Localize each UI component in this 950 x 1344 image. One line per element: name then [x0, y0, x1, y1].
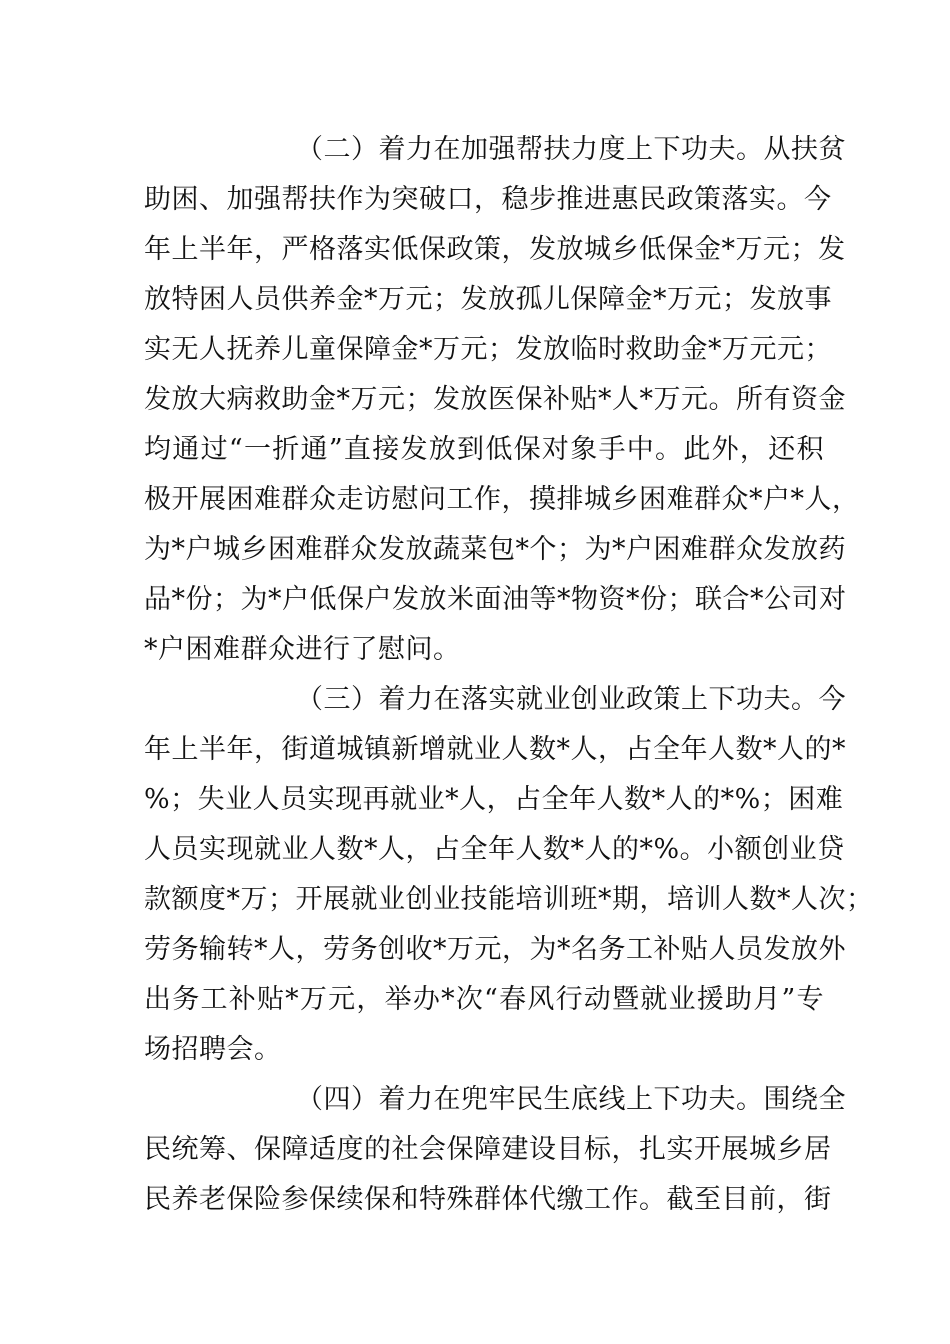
- paragraph-line: 实无人抚养儿童保障金*万元；发放临时救助金*万元元；: [144, 334, 832, 365]
- paragraph-line: 年上半年，严格落实低保政策，发放城乡低保金*万元；发: [144, 234, 846, 265]
- paragraph-line: 发放大病救助金*万元；发放医保补贴*人*万元。所有资金: [144, 384, 846, 415]
- paragraph-line: 为*户城乡困难群众发放蔬菜包*个；为*户困难群众发放药: [144, 534, 846, 565]
- section-3-heading-line: （三）着力在落实就业创业政策上下功夫。今: [296, 684, 846, 715]
- paragraph-line: 年上半年，街道城镇新增就业人数*人，占全年人数*人的*: [144, 734, 846, 765]
- section-4-heading-line: （四）着力在兜牢民生底线上下功夫。围绕全: [296, 1084, 846, 1115]
- paragraph-line: 款额度*万；开展就业创业技能培训班*期，培训人数*人次；: [144, 884, 874, 915]
- paragraph-line: 人员实现就业人数*人，占全年人数*人的*%。小额创业贷: [144, 834, 845, 865]
- section-2-heading-line: （二）着力在加强帮扶力度上下功夫。从扶贫: [296, 134, 846, 165]
- paragraph-line: 出务工补贴*万元，举办*次“春风行动暨就业援助月”专: [144, 984, 824, 1015]
- paragraph-line: 均通过“一折通”直接发放到低保对象手中。此外，还积: [144, 434, 824, 465]
- paragraph-line: *户困难群众进行了慰问。: [144, 634, 461, 665]
- paragraph-line: 民养老保险参保续保和特殊群体代缴工作。截至目前，街: [144, 1184, 832, 1215]
- paragraph-line: 劳务输转*人，劳务创收*万元，为*名务工补贴人员发放外: [144, 934, 846, 965]
- paragraph-line: 民统筹、保障适度的社会保障建设目标，扎实开展城乡居: [144, 1134, 832, 1165]
- paragraph-line: %；失业人员实现再就业*人，占全年人数*人的*%；困难: [144, 784, 844, 815]
- paragraph-line: 场招聘会。: [144, 1034, 282, 1065]
- paragraph-line: 助困、加强帮扶作为突破口，稳步推进惠民政策落实。今: [144, 184, 832, 215]
- paragraph-line: 放特困人员供养金*万元；发放孤儿保障金*万元；发放事: [144, 284, 832, 315]
- paragraph-line: 品*份；为*户低保户发放米面油等*物资*份；联合*公司对: [144, 584, 847, 615]
- paragraph-line: 极开展困难群众走访慰问工作，摸排城乡困难群众*户*人，: [144, 484, 860, 515]
